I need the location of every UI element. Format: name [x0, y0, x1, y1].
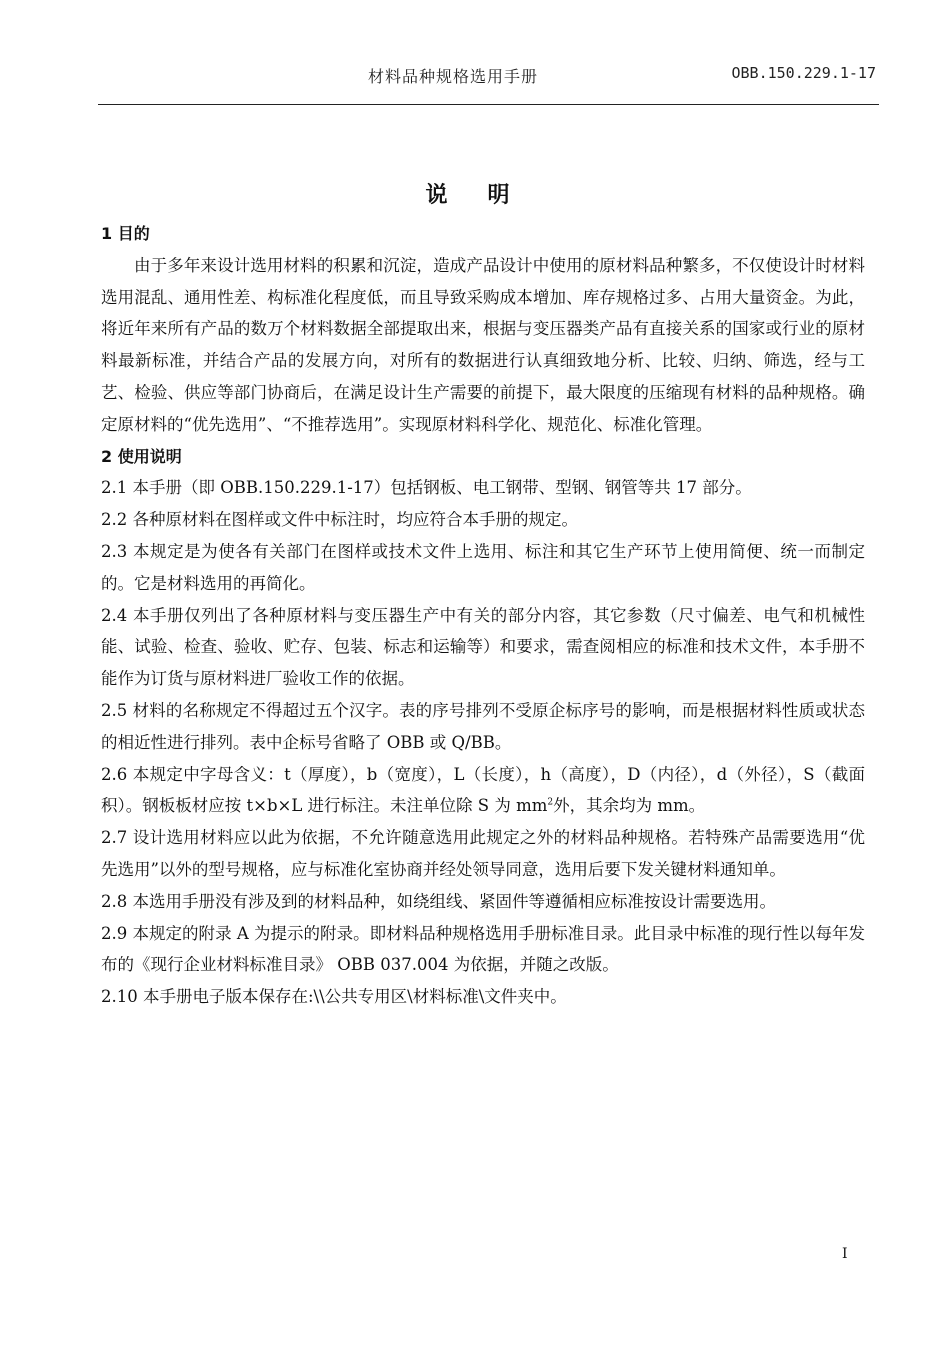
page-number: I — [842, 1246, 848, 1262]
document-body — [101, 218, 865, 1013]
usage-item-2-9: 2.9 本规定的附录 A 为提示的附录。即材料品种规格选用手册标准目录。此目录中标准的现行性以每年发布的《现行企业材料标准目录》 OBB 037.004 为依据，并随之改版。 — [101, 923, 865, 975]
superscript-2: 2 — [547, 797, 554, 808]
usage-item-2-5: 2.5 材料的名称规定不得超过五个汉字。表的序号排列不受原企标序号的影响，而是根据材料性质或状态的相近性进行排列。表中企标号省略了 OBB 或 Q/BB。 — [101, 700, 865, 752]
usage-item-2-6-tail: 外，其余均为 mm。 — [553, 796, 706, 816]
section-heading-purpose: 1 目的 — [101, 224, 150, 243]
document-title: 说明 — [425, 183, 550, 208]
usage-item-2-8: 2.8 本选用手册没有涉及到的材料品种，如绕组线、紧固件等遵循相应标准按设计需要选用。 — [101, 891, 776, 911]
usage-item-2-7: 2.7 设计选用材料应以此为依据，不允许随意选用此规定之外的材料品种规格。若特殊产品需要选用“优先选用”以外的型号规格，应与标准化室协商并经处领导同意，选用后要下发关键材料通知单。 — [101, 828, 865, 879]
usage-item-2-6-text: 2.6 本规定中字母含义：t（厚度），b（宽度），L（长度），h（高度），D（内径），d（外径），S（截面积）。钢板板材应按 t×b×L 进行标注。未注单位除 S 为 mm — [101, 764, 865, 816]
section-heading-usage: 2 使用说明 — [101, 446, 182, 466]
page-header — [98, 56, 878, 96]
usage-item-2-10: 2.10 本手册电子版本保存在:\\公共专用区\材料标准\文件夹中。 — [101, 987, 567, 1007]
usage-item-2-3: 2.3 本规定是为使各有关部门在图样或技术文件上选用、标注和其它生产环节上使用简便、统一而制定的。它是材料选用的再简化。 — [101, 541, 865, 593]
usage-item-2-4: 2.4 本手册仅列出了各种原材料与变压器生产中有关的部分内容，其它参数（尺寸偏差、电气和机械性能、试验、检查、验收、贮存、包装、标志和运输等）和要求，需查阅相应的标准和技术文件，本手册不能作为订货与原材料进厂验收工作的依据。 — [101, 605, 865, 689]
header-document-code: OBB.150.229.1-17 — [731, 64, 876, 82]
header-title: 材料品种规格选用手册 — [368, 67, 539, 86]
usage-item-2-6 — [101, 759, 865, 823]
usage-item-2-1: 2.1 本手册（即 OBB.150.229.1-17）包括钢板、电工钢带、型钢、钢管等共 17 部分。 — [101, 478, 752, 498]
header-divider — [98, 104, 879, 105]
purpose-paragraph: 由于多年来设计选用材料的积累和沉淀，造成产品设计中使用的原材料品种繁多，不仅使设计时材料选用混乱、通用性差、构标准化程度低，而且导致采购成本增加、库存规格过多、占用大量资金。为此，将近年来所有产品的数万个材料数据全部提取出来，根据与变压器类产品有直接关系的国家或行业的原材料最新标准，并结合产品的发展方向，对所有的数据进行认真细致地分析、比较、归纳、筛选，经与工艺、检验、供应等部门协商后，在满足设计生产需要的前提下，最大限度的压缩现有材料的品种规格。确定原材料的“优先选用”、“不推荐选用”。实现原材料科学化、规范化、标准化管理。 — [101, 255, 865, 434]
usage-item-2-2: 2.2 各种原材料在图样或文件中标注时，均应符合本手册的规定。 — [101, 510, 578, 530]
